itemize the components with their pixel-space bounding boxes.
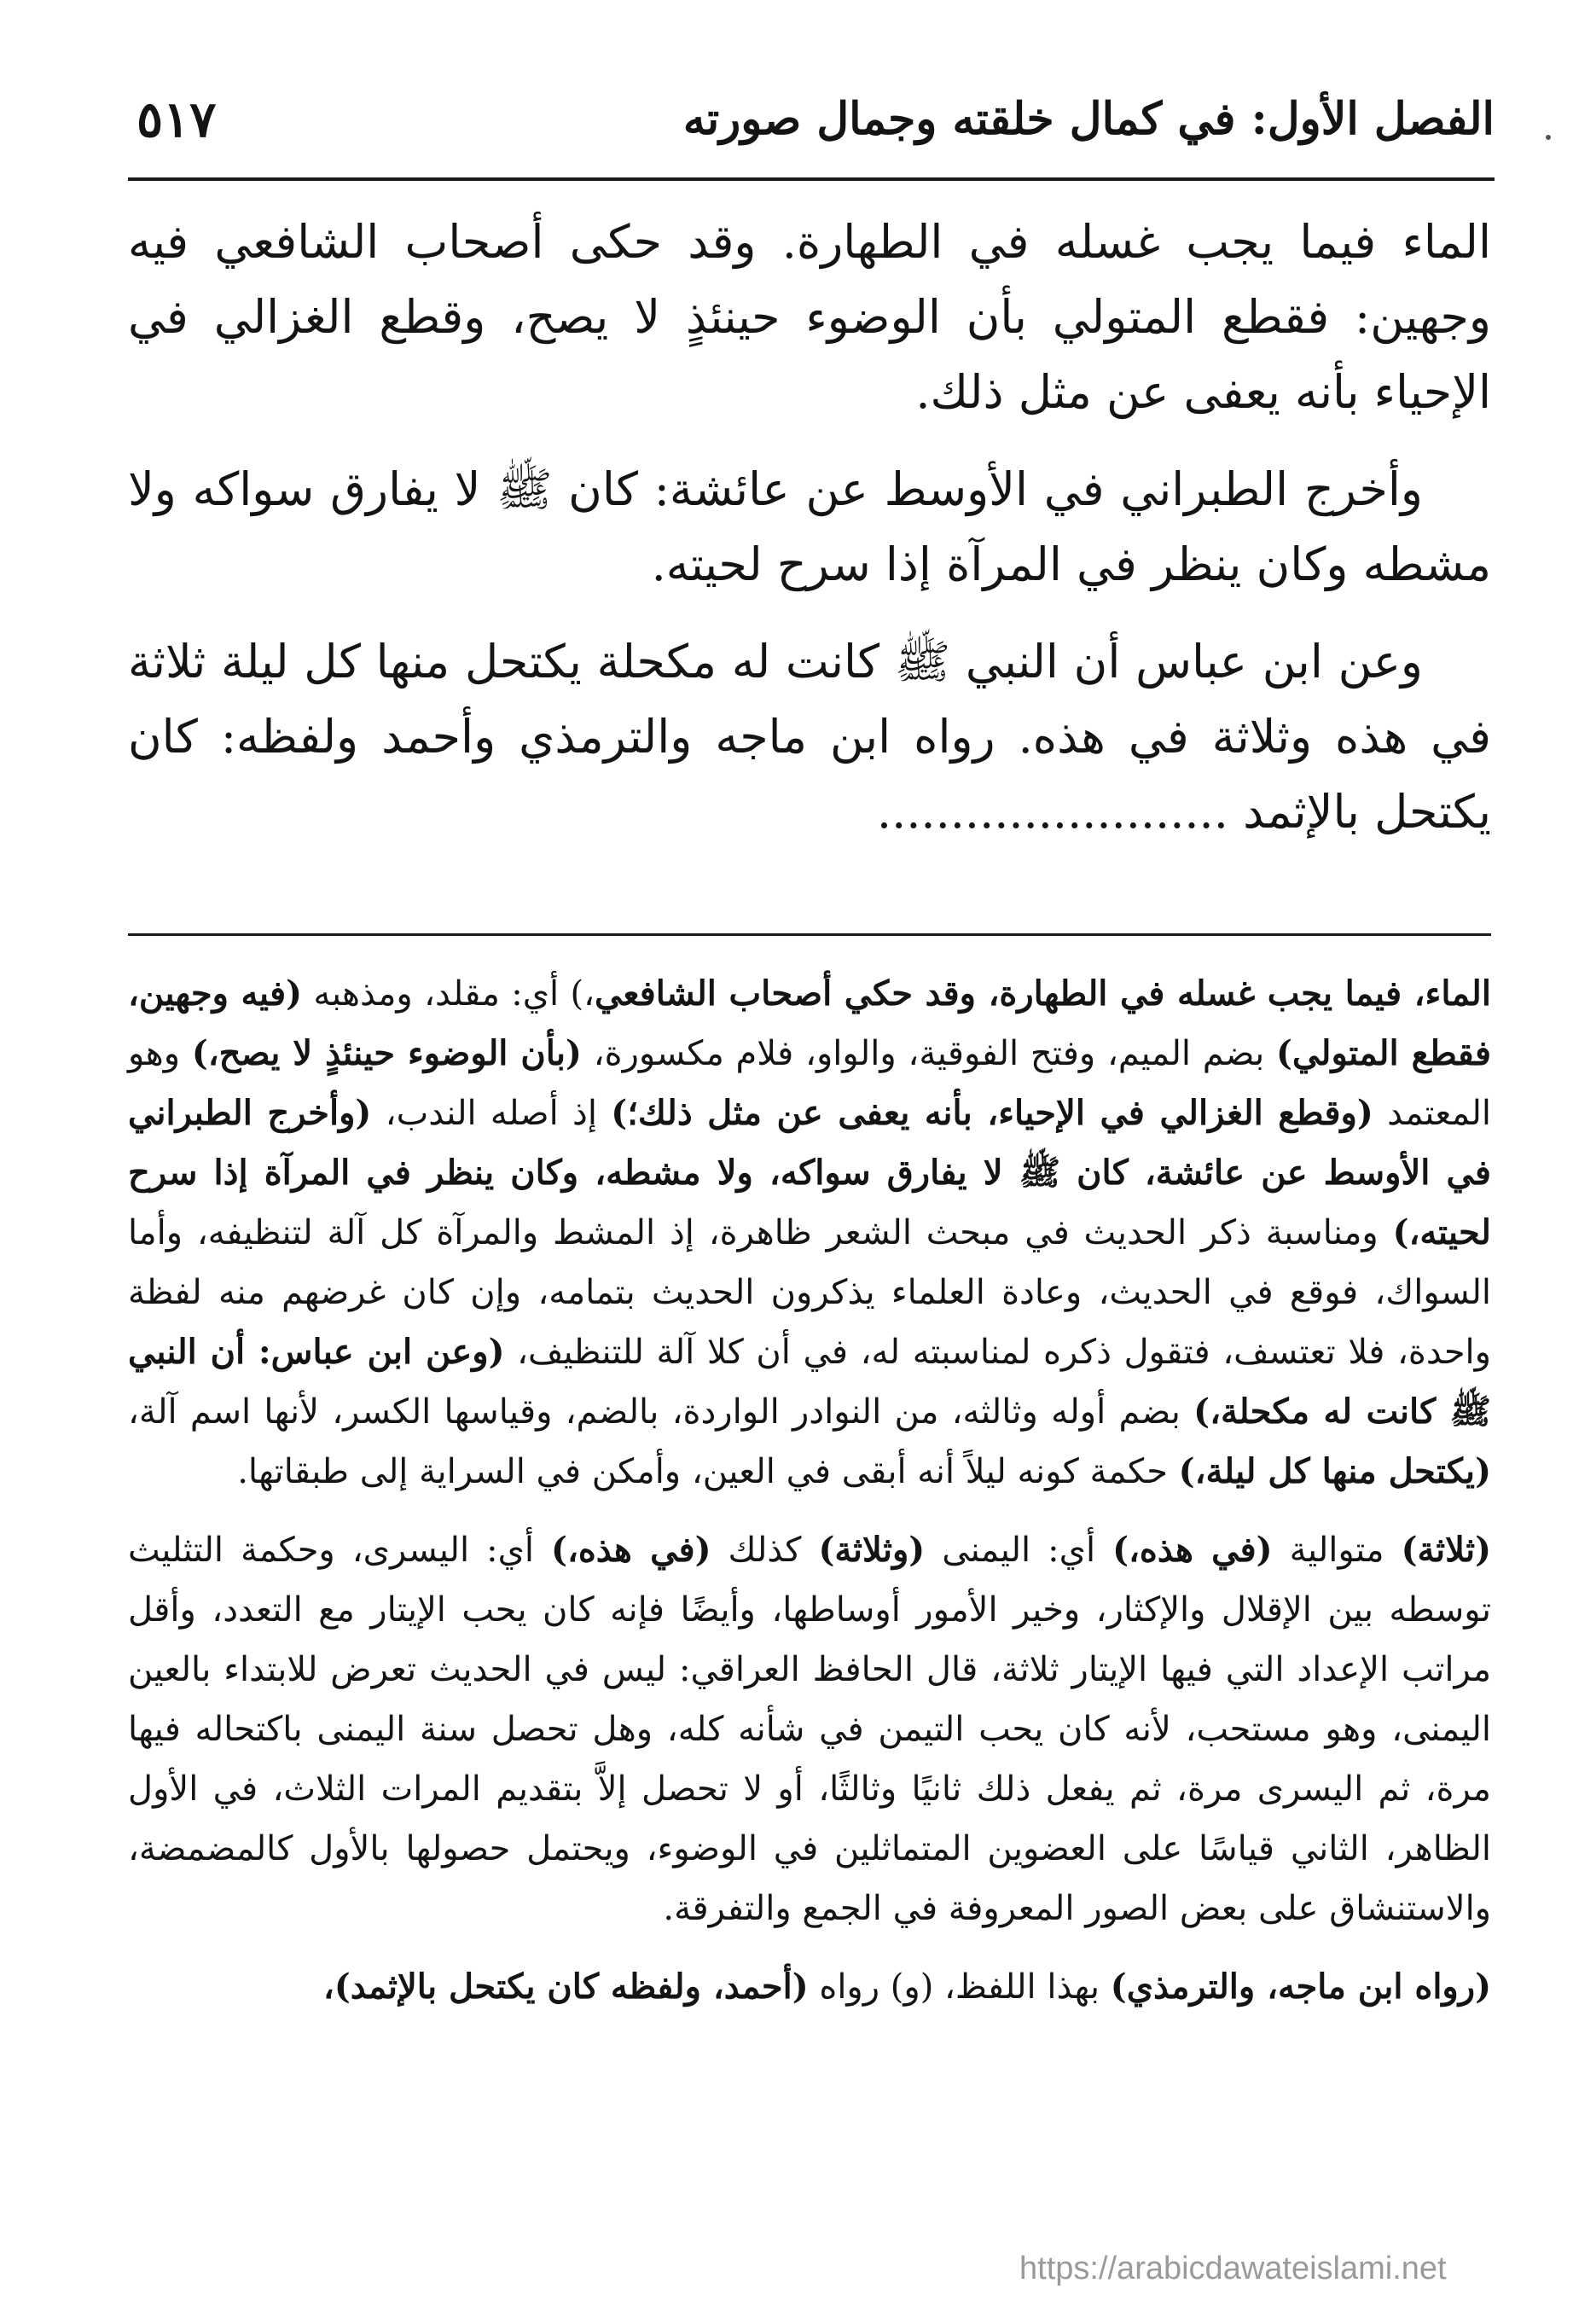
main-paragraph	[128, 625, 1491, 850]
quoted-text: (في هذه،)	[551, 1530, 711, 1570]
footnote-separator	[128, 933, 1491, 936]
quoted-text: (أحمد، ولفظه كان يكتحل بالإثمد)،	[322, 1967, 809, 2007]
commentary	[128, 964, 1491, 2036]
commentary-text: متوالية	[1272, 1531, 1402, 1570]
commentary-text: بضم أوله وثالثه، من النوادر الواردة، بالضم، وقياسها الكسر، لأنها اسم آلة،	[128, 1392, 1194, 1432]
commentary-text: أي: اليسرى، وحكمة التثليث توسطه بين الإقلال والإكثار، وخير الأمور أوساطها، وأيضًا فإنه كان يحب الإيتار مع التعدد، وأقل مراتب الإعداد التي فيها الإيتار ثلاثة، قال الحافظ العراقي: ليس في الحديث تعرض للابتداء بالعين اليمنى، وهو مستحب، لأنه كان يحب التيمن في شأنه كله، وهل تحصل سنة اليمنى باكتحاله فيها مرة، ثم اليسرى مرة، ثم يفعل ذلك ثانيًا وثالثًا، أو لا تحصل إلاَّ بتقديم المرات الثلاث، في الأول الظاهر، الثاني قياسًا على العضوين المتماثلين في الوضوء، ويحتمل حصولها بالأول كالمضمضة، والاستنشاق على بعض الصور المعروفة في الجمع والتفرقة.	[128, 1531, 1492, 1928]
quoted-text: (بأن الوضوء حينئذٍ لا يصح،)	[191, 1033, 582, 1073]
quoted-text: (يكتحل منها كل ليلة،)	[1178, 1451, 1491, 1491]
margin-dot	[1546, 135, 1551, 140]
commentary-paragraph	[128, 1957, 1491, 2017]
watermark-url: https://arabicdawateislami.net	[1019, 2251, 1447, 2286]
quoted-text: (وقطع الغزالي في الإحياء، بأنه يعفى عن مثل ذلك؛)	[611, 1093, 1373, 1133]
commentary-paragraph	[128, 964, 1491, 1502]
quoted-text: (فيه وجهين، فقطع المتولي)	[128, 973, 1492, 1073]
quoted-text: (وثلاثة)	[818, 1530, 926, 1570]
commentary-text: ،) أي: مقلد، ومذهبه	[302, 974, 595, 1014]
commentary-text: بهذا اللفظ، (و) رواه	[808, 1967, 1111, 2007]
page-header	[128, 85, 1495, 179]
quoted-text: (وأخرج الطبراني في الأوسط عن عائشة، كان ﷺ لا يفارق سواكه، ولا مشطه، وكان ينظر في المرآة إذا سرح لحيته،)	[128, 1093, 1491, 1252]
main-paragraph-text: وعن ابن عباس أن النبي ﷺ كانت له مكحلة يكتحل منها كل ليلة ثلاثة في هذه وثلاثة في هذه. رواه ابن ماجه والترمذي وأحمد ولفظه: كان يكتحل بالإثمد	[128, 635, 1491, 839]
page-number: ٥١٧	[136, 90, 217, 148]
quoted-text: (رواه ابن ماجه، والترمذي)	[1110, 1967, 1491, 2007]
commentary-paragraph	[128, 1520, 1491, 1938]
commentary-text: وهو المعتمد	[128, 1034, 1492, 1133]
commentary-text: بضم الميم، وفتح الفوقية، والواو، فلام مكسورة،	[581, 1034, 1276, 1073]
quoted-text: (في هذه،)	[1112, 1530, 1273, 1570]
commentary-text: حكمة كونه ليلاً أنه أبقى في العين، وأمكن في السراية إلى طبقاتها.	[237, 1452, 1179, 1491]
main-text	[128, 205, 1491, 872]
main-paragraph: الماء فيما يجب غسله في الطهارة. وقد حكى أصحاب الشافعي فيه وجهين: فقطع المتولي بأن الوضوء حينئذٍ لا يصح، وقطع الغزالي في الإحياء بأنه يعفى عن مثل ذلك.	[128, 215, 1491, 419]
commentary-text: أي: اليمنى	[925, 1531, 1113, 1570]
main-paragraph: وأخرج الطبراني في الأوسط عن عائشة: كان ﷺ لا يفارق سواكه ولا مشطه وكان ينظر في المرآة إذا سرح لحيته.	[128, 462, 1491, 591]
commentary-text: ومناسبة ذكر الحديث في مبحث الشعر ظاهرة، إذ المشط والمرآة كل آلة لتنظيفه، وأما السواك، فوقع في الحديث، وعادة العلماء يذكرون الحديث بتمامه، وإن كان غرضهم منه لفظة واحدة، فلا تعتسف، فتقول ذكره لمناسبته له، في أن كلا آلة للتنظيف،	[128, 1213, 1491, 1372]
ellipsis-dots: ........................	[876, 785, 1228, 839]
header-rule	[128, 177, 1495, 181]
chapter-title: الفصل الأول: في كمال خلقته وجمال صورته	[682, 93, 1495, 145]
quoted-text: الماء، فيما يجب غسله في الطهارة، وقد حكي أصحاب الشافعي	[594, 973, 1491, 1014]
quoted-text: (وعن ابن عباس: أن النبي ﷺ كانت له مكحلة،)	[128, 1332, 1491, 1432]
commentary-text: كذلك	[711, 1531, 819, 1570]
quoted-text: (ثلاثة)	[1401, 1530, 1492, 1570]
commentary-text: إذ أصله الندب،	[371, 1094, 612, 1133]
